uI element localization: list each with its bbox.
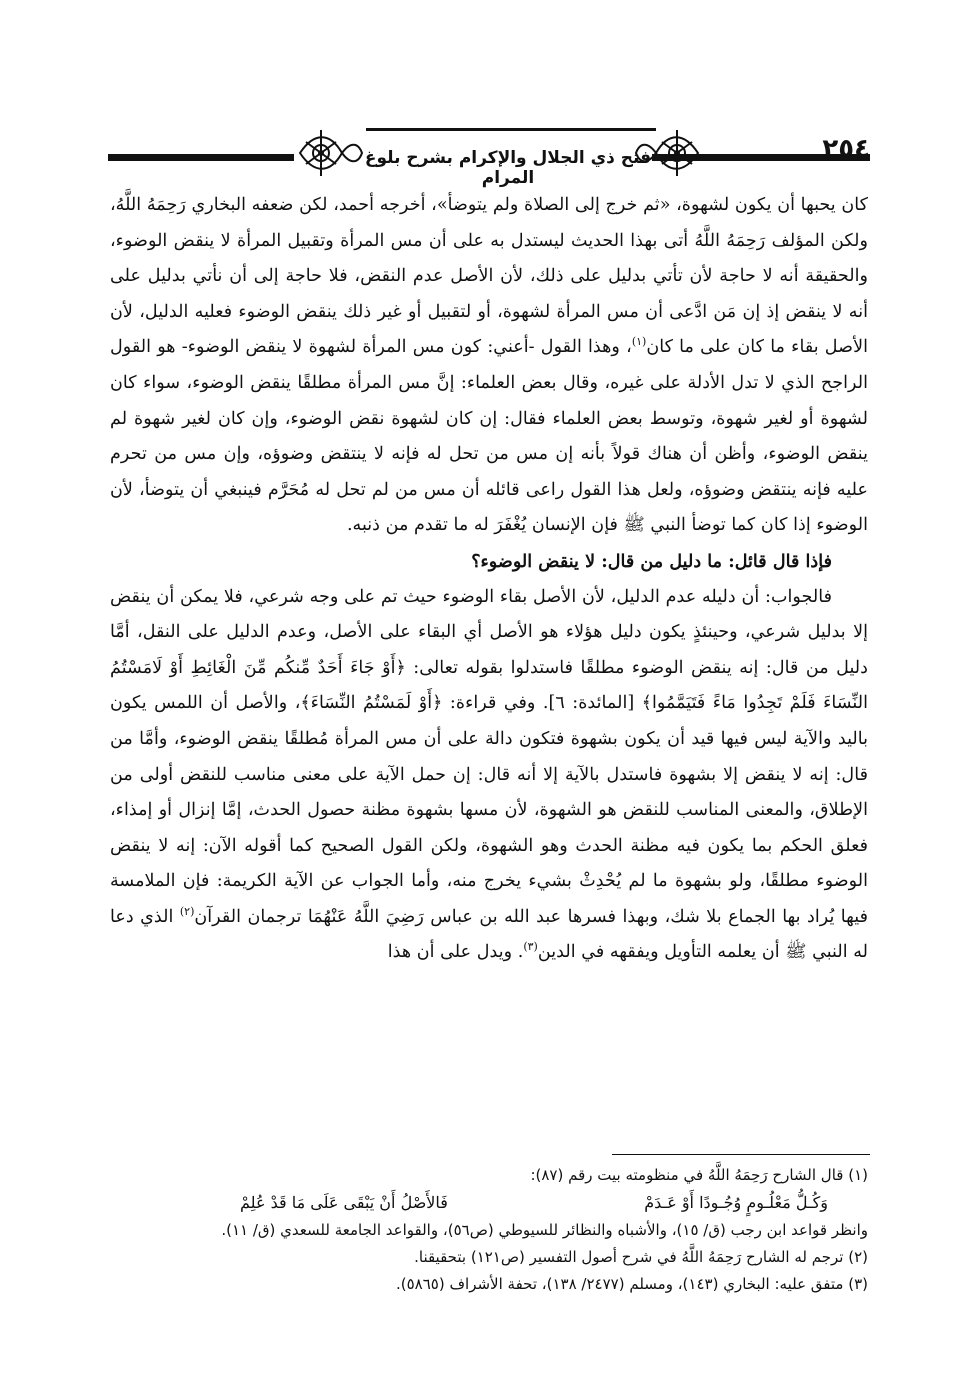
footnote-divider <box>612 1154 870 1155</box>
question-heading: فإذا قال قائل: ما دليل من قال: لا ينقض الوضوء؟ <box>471 550 832 572</box>
ornament-right-icon <box>632 124 702 182</box>
paragraph-1: كان يحبها أن يكون لشهوة، «ثم خرج إلى الصلاة ولم يتوضأ»، أخرجه أحمد، لكن ضعفه البخاري رَحِمَهُ اللَّهُ، ولكن المؤلف رَحِمَهُ اللَّهُ أتى بهذا الحديث ليستدل به على أن مس المرأة وتقبيل المرأة لا ينقض الوضوء، والحقيقة أنه لا حاجة لأن تأتي بدليل على ذلك، لأن الأصل عدم النقض، فلا حاجة إلى أن نأتي بدليل على أنه لا ينقض إذ إن مَن ادَّعى أن مس المرأة لشهوة، أو لتقبيل أو غير ذلك ينقض الوضوء فعليه الدليل، لأن الأصل بقاء ما كان على ما كان$^{(١)}$، وهذا القول -أعني: كون مس المرأة لشهوة لا ينقض الوضوء- هو القول الراجح الذي لا تدل الأدلة على غيره، وقال بعض العلماء: إنَّ مس المرأة مطلقًا ينقض الوضوء، سواء كان لشهوة أو لغير شهوة، وتوسط بعض العلماء فقال: إن كان لشهوة نقض الوضوء، وإن كان لغير شهوة لم ينقض الوضوء، وأظن أن هناك قولاً بأنه إن مس من تحل له فإنه لا ينتقض وضوؤه، وإن مس من تحرم عليه فإنه ينتقض وضوؤه، ولعل هذا القول راعى قائله أن مس من لم تحل له مُحَرَّم فينبغي أن يتوضأ، لأن الوضوء إذا كان كما توضأ النبي ﷺ فإن الإنسان يُغْفَرَ له ما تقدم من ذنبه. <box>110 195 868 536</box>
verse-second-hemistich: فَالأَصْلُ أَنْ يَبْقَى عَلَى مَا قَدْ عُلِمْ <box>240 1193 448 1212</box>
footnotes <box>110 1162 868 1298</box>
footnote-verse <box>110 1189 868 1217</box>
paragraph-2: فالجواب: أن دليله عدم الدليل، لأن الأصل بقاء الوضوء حيث تم على وجه شرعي، فلا يمكن أن ينقض إلا بدليل شرعي، وحينئذٍ يكون دليل هؤلاء هو الأصل أي البقاء على الأصل، وعدم الدليل على النقل، أمَّا دليل من قال: إنه ينقض الوضوء مطلقًا فاستدلوا بقوله تعالى: ﴿أَوْ جَاءَ أَحَدٌ مِّنكُم مِّنَ الْغَائِطِ أَوْ لَامَسْتُمُ النِّسَاءَ فَلَمْ تَجِدُوا مَاءً فَتَيَمَّمُوا﴾ [المائدة: ٦]. وفي قراءة: ﴿أَوْ لَمَسْتُمُ النِّسَاءَ﴾، والأصل أن اللمس يكون باليد والآية ليس فيها قيد أن يكون بشهوة فتكون دالة على أن مس المرأة مُطلقًا ينقض الوضوء، وأمَّا من قال: إنه لا ينقض إلا بشهوة فاستدل بالآية إلا أنه قال: إن حمل الآية على معنى مناسب للنقض أولى من الإطلاق، والمعنى المناسب للنقض هو الشهوة، لأن مسها بشهوة مظنة حصول الحدث، إمَّا إنزال أو إمذاء، فعلق الحكم بما يكون فيه مظنة الحدث وهو الشهوة، ولكن القول الصحيح كما أقوله الآن: إنه لا ينقض الوضوء مطلقًا، ولو بشهوة ما لم يُحْدِثْ بشيء يخرج منه، وأما الجواب عن الآية الكريمة: فإن الملامسة فيها يُراد بها الجماع بلا شك، وبهذا فسرها عبد الله بن عباس رَضِيَ اللَّهُ عَنْهُمَا ترجمان القرآن$^{(٢)}$ الذي دعا له النبي ﷺ أن يعلمه التأويل ويفقهه في الدين$^{(٣)}$. ويدل على أن هذا <box>110 586 868 963</box>
header-rule-left <box>108 154 294 161</box>
page-header <box>108 122 870 188</box>
page-number: ٢٥٤ <box>822 134 870 164</box>
footnote-1: (١) قال الشارح رَحِمَهُ اللَّهُ في منظومته بيت رقم (٨٧): <box>530 1166 868 1184</box>
footnote-2: (٢) ترجم له الشارح رَحِمَهُ اللَّهُ في شرح أصول التفسير (ص١٢١) بتحقيقنا. <box>414 1248 868 1266</box>
book-title: فتح ذي الجلال والإكرام بشرح بلوغ المرام <box>364 148 652 188</box>
footnote-1-reference: وانظر قواعد ابن رجب (ق/ ١٥)، والأشباه والنظائر للسيوطي (ص٥٦)، والقواعد الجامعة للسعدي (ق/ ١١). <box>221 1221 868 1239</box>
footnote-marker-2[interactable]: (٢) <box>179 905 195 919</box>
footnote-marker-1[interactable]: (١) <box>631 335 647 349</box>
verse-first-hemistich: وَكُـلُّ مَعْلُـومٍ وُجُـودًا أَوْ عَـدَمْ <box>644 1193 828 1212</box>
footnote-3: (٣) متفق عليه: البخاري (١٤٣)، ومسلم (٢٤٧٧/ ١٣٨)، تحفة الأشراف (٥٨٦٥). <box>396 1275 868 1293</box>
header-rule-center <box>366 128 656 131</box>
main-text <box>110 188 868 971</box>
footnote-marker-3[interactable]: (٣) <box>523 940 538 954</box>
